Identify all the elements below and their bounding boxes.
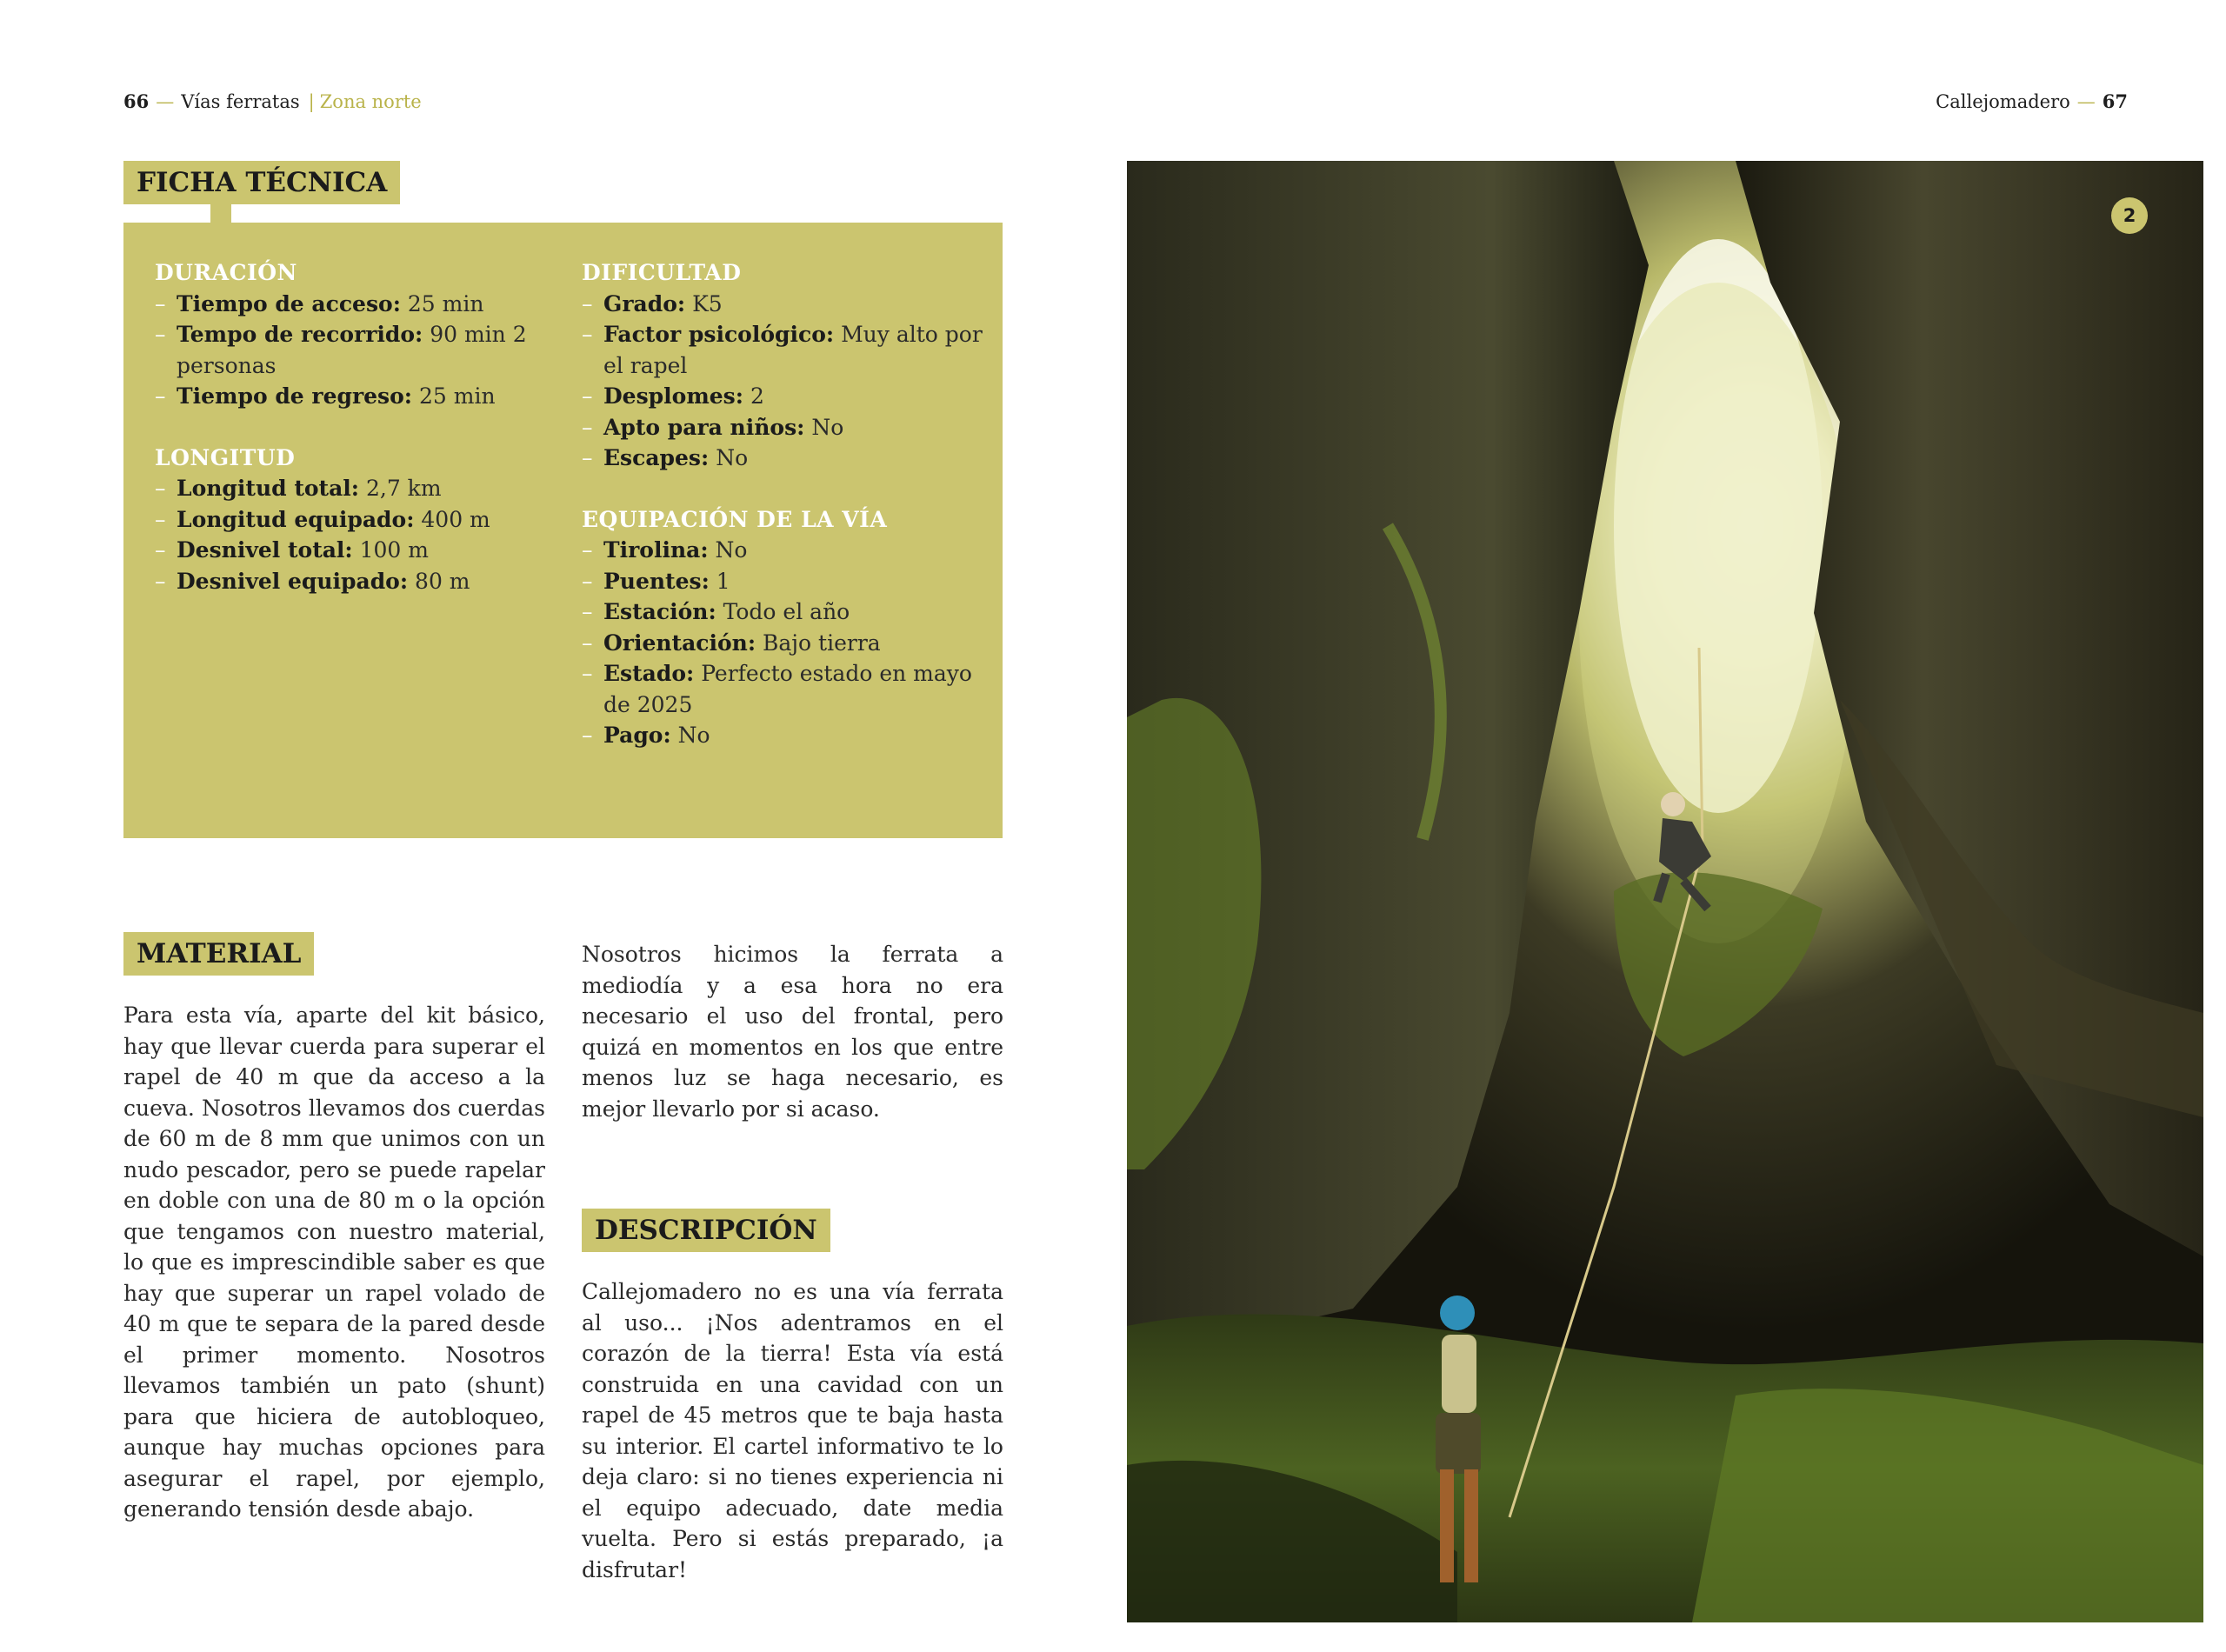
ficha-column-left: [155, 257, 572, 596]
header-dash: —: [2076, 91, 2096, 112]
zone-name: Zona norte: [319, 91, 422, 112]
cave-photo: [1127, 161, 2203, 1622]
section-name: Vías ferratas: [181, 91, 300, 112]
list-item: – Apto para niños: No: [582, 414, 844, 440]
list-item: – Estación: Todo el año: [582, 599, 850, 624]
list-item: – Puentes: 1: [582, 568, 730, 594]
dificultad-heading: DIFICULTAD: [582, 260, 742, 285]
list-item: – Desplomes: 2: [582, 383, 764, 409]
list-item: – Tirolina: No: [582, 537, 748, 563]
list-item: – Factor psicológico: Muy alto por el rapel: [582, 322, 983, 378]
ficha-tecnica-heading: FICHA TÉCNICA: [123, 161, 400, 204]
duracion-heading: DURACIÓN: [155, 260, 297, 285]
list-item: – Orientación: Bajo tierra: [582, 629, 881, 656]
list-item: – Estado: Perfecto estado en mayo de 2025: [582, 661, 972, 717]
cave-illustration: [1127, 161, 2203, 1622]
list-item: – Desnivel equipado: 80 m: [155, 568, 470, 594]
running-header-left: [123, 90, 422, 112]
material-text-continued: Nosotros hicimos la ferrata a mediodía y a esa hora no era necesario el uso del frontal, pero quizá en momentos en los que entre menos luz se haga necesario, es mejor llevarlo por si acaso.: [582, 942, 1003, 1122]
list-item: – Longitud total: 2,7 km: [155, 476, 442, 501]
list-item: – Tempo de recorrido: 90 min 2 personas: [155, 322, 527, 378]
list-item: – Grado: K5: [582, 290, 723, 316]
header-dash: —: [156, 91, 175, 112]
running-header-right: [1936, 90, 2128, 112]
list-item: – Tiempo de regreso: 25 min: [155, 383, 496, 409]
header-separator: |: [308, 91, 315, 112]
list-item: – Desnivel total: 100 m: [155, 537, 429, 563]
heading-notch: [210, 204, 231, 223]
list-item: – Escapes: No: [582, 445, 749, 470]
ficha-column-right: [582, 257, 999, 751]
photo-number-badge: 2: [2111, 197, 2148, 234]
page-number-right: 67: [2102, 90, 2128, 112]
longitud-heading: LONGITUD: [155, 444, 296, 470]
list-item: – Tiempo de acceso: 25 min: [155, 290, 484, 316]
equipacion-heading: EQUIPACIÓN DE LA VÍA: [582, 506, 888, 532]
route-name: Callejomadero: [1936, 91, 2070, 112]
material-text: Para esta vía, aparte del kit básico, hay que llevar cuerda para superar el rapel de 40 m que da acceso a la cueva. Nosotros llevamos dos cuerdas de 60 m de 8 mm que unimos con un nudo pescador, pero se puede rapelar en doble con una de 80 m o la opción que tengamos con nuestro material, lo que es imprescindible saber es que hay que superar un rapel volado de 40 m que te separa de la pared desde el primer momento. Nosotros llevamos también un pato (shunt) para que hiciera de autobloqueo, aunque hay muchas opciones para asegurar el rapel, por ejemplo, generando tensión desde abajo.: [123, 1003, 545, 1522]
page-number-left: 66: [123, 90, 150, 112]
list-item: – Pago: No: [582, 723, 710, 748]
list-item: – Longitud equipado: 400 m: [155, 506, 490, 532]
ficha-tecnica-box: [123, 223, 1003, 838]
descripcion-heading: DESCRIPCIÓN: [582, 1209, 830, 1252]
descripcion-text: Callejomadero no es una vía ferrata al uso... ¡Nos adentramos en el corazón de la tierra! Esta vía está construida en una cavidad con un rapel de 45 metros que te baja hasta su interior. El cartel informativo te lo deja claro: si no tienes experiencia ni el equipo adecuado, date media vuelta. Pero si estás preparado, ¡a disfrutar!: [582, 1279, 1003, 1582]
material-heading: MATERIAL: [123, 932, 314, 976]
